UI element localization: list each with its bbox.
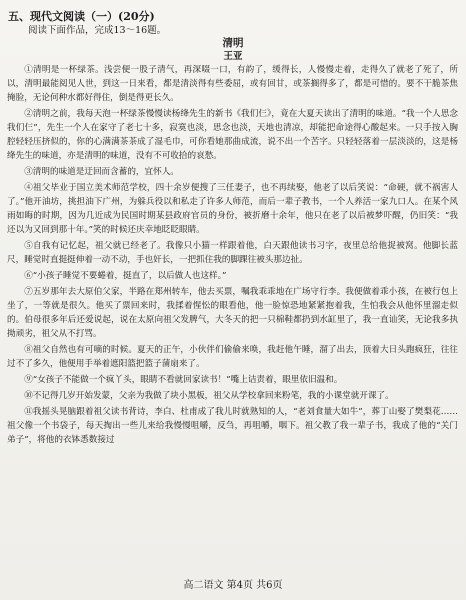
- article-author: 王亚: [223, 51, 243, 62]
- paragraph-4: ④祖父毕业于国立美术师范学校，四十余岁便搜了三任妻子，也不再续娶，他老了以后笑说：“命硬，就不祸害人了。”他开油坊，挑担油下广州，为躲兵役以和私走了许多人师范，而后一辈子教书，一个人养活一家九口人。在某个风雨如晦的时期，因为几近成为民国时期某县政府官员的身份，被折磨十余年，他只在老了以后被梦吓醒，仍旧笑：“我还以为又回到那十年。”笑的时候还庆幸地眨眨眼睛。: [7, 183, 458, 235]
- paragraph-8: ⑧祖父自然也有可嘀的时候。夏天的正午，小伙伴们偷偷来唤，我赶他午睡，溜了出去，顶着大日头跑疯狂，往往过不了多久，他便用手举着遮阳篮把篮子蒲扇来了。: [7, 345, 458, 369]
- instructions: 阅读下面作品，完成13～16题。: [28, 25, 167, 36]
- section-heading: 五、现代文阅读（一）(20分): [8, 10, 155, 23]
- paragraph-2: ②清明之前，我每天泡一杯绿茶慢慢读杨绛先生的新书《我们仨》，竟在大夏天读出了清明的味道。“我一个人思念我们仨”，先生一个人在家守了老七十多，寂寞也淡，思念也淡，天地也清凉，却能把命途得心酸起来。一只手按入胸腔轻轻压挤似的，你的心满满茶茶成了湿毛巾，可你看她那曲成流，说不出一个苦字。只轻轻落着一层淡淡的，这是杨绛先生的味道，亦是清明的味道，没有不可收拾的哀愁。: [7, 109, 458, 161]
- paragraph-5: ⑤自我有记忆起，祖父就已经老了。我像只小猫一样跟着他，白天跟他读书习字，夜里总给他捉被窝。他脚长蓝尺，睡觉时直挺挺伸着一动不动，手也奸长，一把抓住我的脚踝往被头那边扯。: [7, 241, 458, 265]
- page-footer: 高二语文 第4页 共6页: [183, 580, 283, 591]
- paragraph-9: ⑨“女孩子不能做一个疯丫头，眼睛不看就回家读书！”嘴上诘责着，眼里依旧温和。: [24, 375, 343, 385]
- article-title: 清明: [222, 37, 244, 49]
- paragraph-11: ⑪我摇头晃脑跟着祖父读书背诗，李白、杜甫成了我儿时就熟知的人，“老刘食量大如牛”，葬丁山娶了樊梨花……祖父像一个书袋子，每天掏出一些儿来给我慢慢咀嚼，反刍，再咀嚼，咽下。祖父教了我一辈子书，我成了他的“关门弟子”，将他的衣钵悉数接过: [7, 407, 458, 445]
- paragraph-7: ⑦五岁那年去大原伯父家，半路在郑州转车，他去买票，嘱我乖乖地在广场守行李。我便做着乖小孩，在被行包上坐了，一等就是很久。他买了票回来时，我揉着惺忪的眼看他，他一脸惊恐地紧紧抱着我，生怕我会从他怀里溜走似的。伯母很多年后还爱说起，说在太原向祖父发脾气，大冬天的把一只棉鞋都扔到水缸里了，我一直讪笑，无论我多执拗顽劣，祖父从不打骂。: [7, 287, 458, 339]
- article-body: [7, 63, 458, 449]
- paragraph-6: ⑥“小孩子睡觉不要蜷着，挺直了，以后做人也这样。”: [24, 271, 227, 281]
- paragraph-3: ③清明的味道是迂回而含蓄的，宜怀人。: [24, 167, 179, 177]
- paragraph-10: ⑩不记得几岁开始发蒙，父亲为我做了块小黑板，祖父从学校拿回来粉笔，我的小课堂就开课了。: [24, 391, 394, 401]
- paragraph-1: ①清明是一杯绿茶。浅尝便一股子清气，再深啜一口，有韵了，缓得长，人慢慢走着，走得久了就老了死了，所以，清明最能阅见人世，到这一日来看，都是清淡得有些委屈，或有回甘，或茶搁得多了，都是可惜的。要不干脆茶焦掩脸，无论何种水都好得住，倒是得更长久。: [7, 65, 458, 103]
